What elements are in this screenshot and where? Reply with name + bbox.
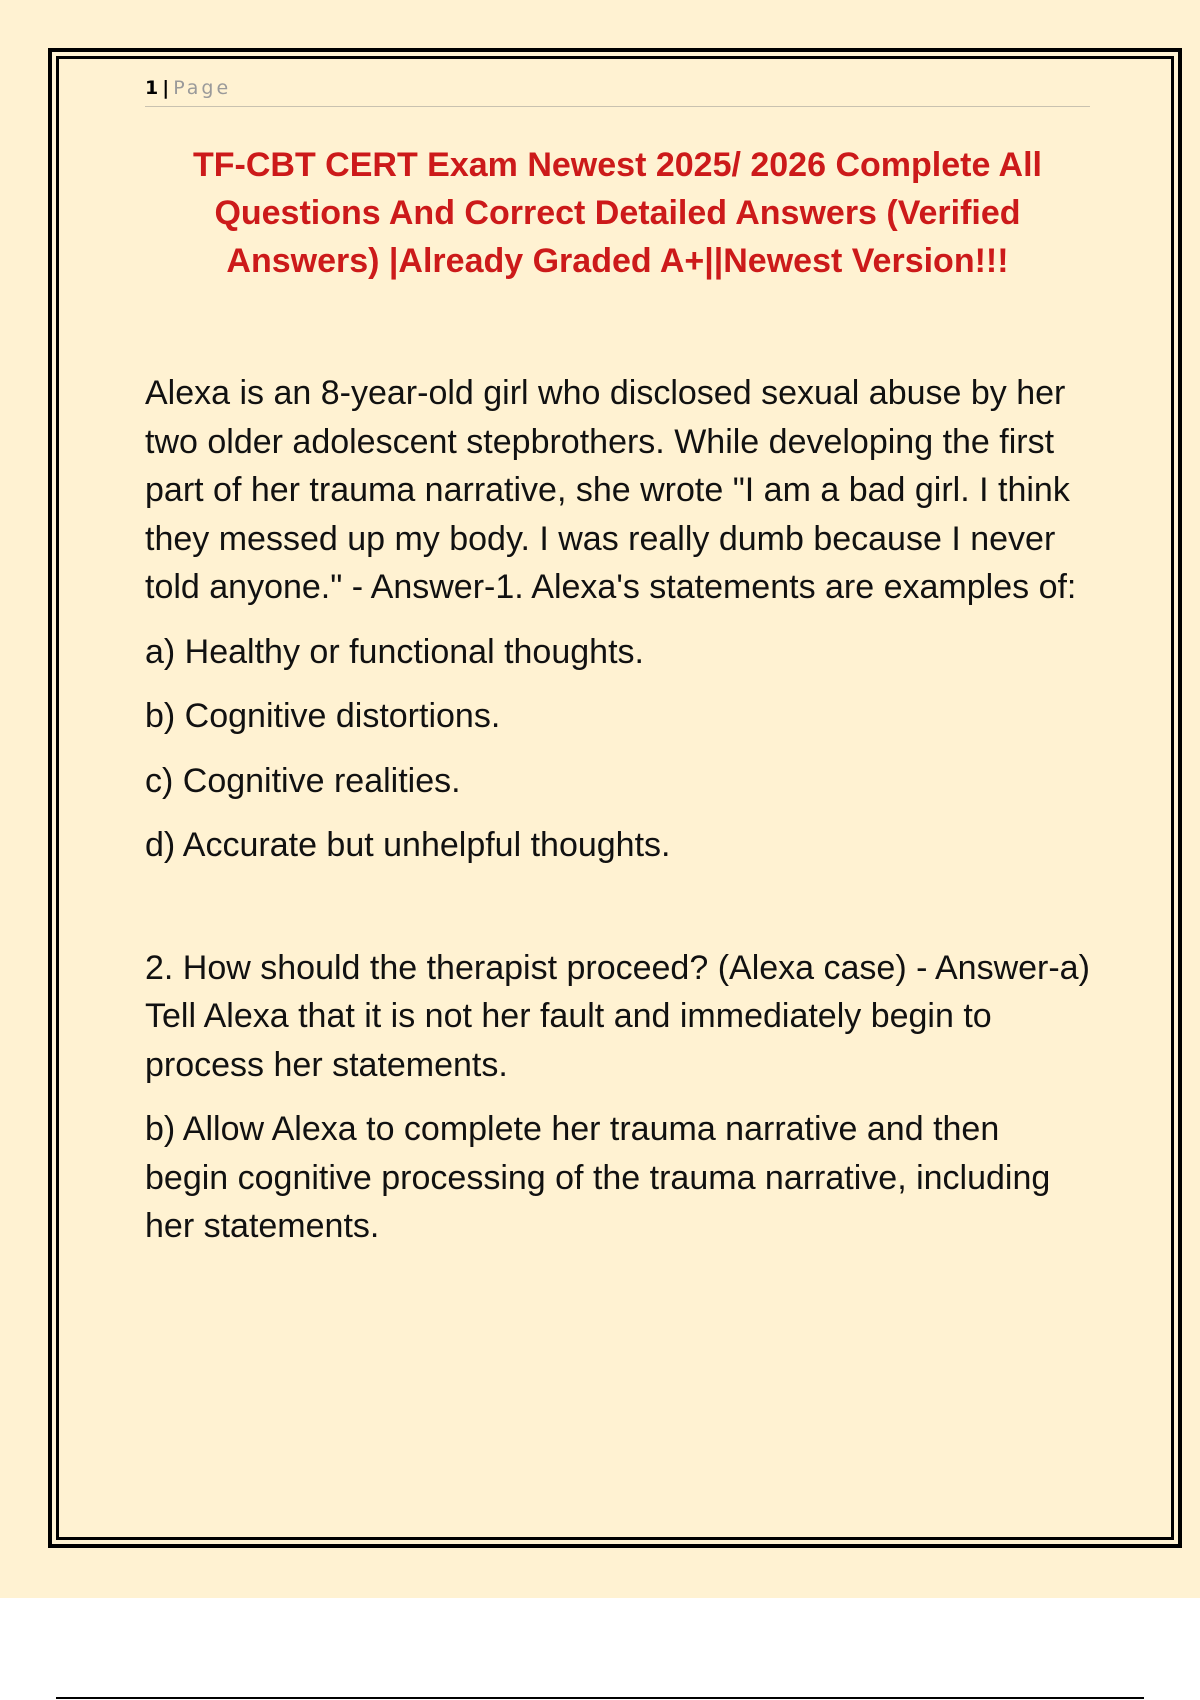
- page-number: 1: [145, 77, 160, 99]
- page-content: [145, 70, 1090, 1251]
- question-1-option-c: c) Cognitive realities.: [145, 761, 461, 800]
- question-2-text: 2. How should the therapist proceed? (Alexa case) - Answer-a) Tell Alexa that it is not her fault and immediately begin to process her statements.: [145, 948, 1090, 1084]
- question-2-option-b: b) Allow Alexa to complete her trauma narrative and then begin cognitive processing of the trauma narrative, including her statements.: [145, 1110, 1051, 1245]
- question-1-text: Alexa is an 8-year-old girl who disclosed sexual abuse by her two older adolescent stepbrothers. While developing the first part of her trauma narrative, she wrote "I am a bad girl. I think they messed up my body. I was really dumb because I never told anyone." - Answer-1. Alexa's statements are examples of:: [145, 374, 1077, 606]
- page-separator: |: [162, 77, 171, 99]
- question-1-option-d: d) Accurate but unhelpful thoughts.: [145, 826, 671, 864]
- page-header: [145, 70, 1090, 107]
- footer-rule: [56, 1697, 1144, 1699]
- document-title: TF-CBT CERT Exam Newest 2025/ 2026 Complete All Questions And Correct Detailed Answers (Verified Answers) |Already Graded A+||Newest Version!!!: [192, 146, 1042, 280]
- page-label: Page: [173, 77, 232, 99]
- question-1-option-a: a) Healthy or functional thoughts.: [145, 632, 644, 671]
- question-1-option-b: b) Cognitive distortions.: [145, 697, 501, 735]
